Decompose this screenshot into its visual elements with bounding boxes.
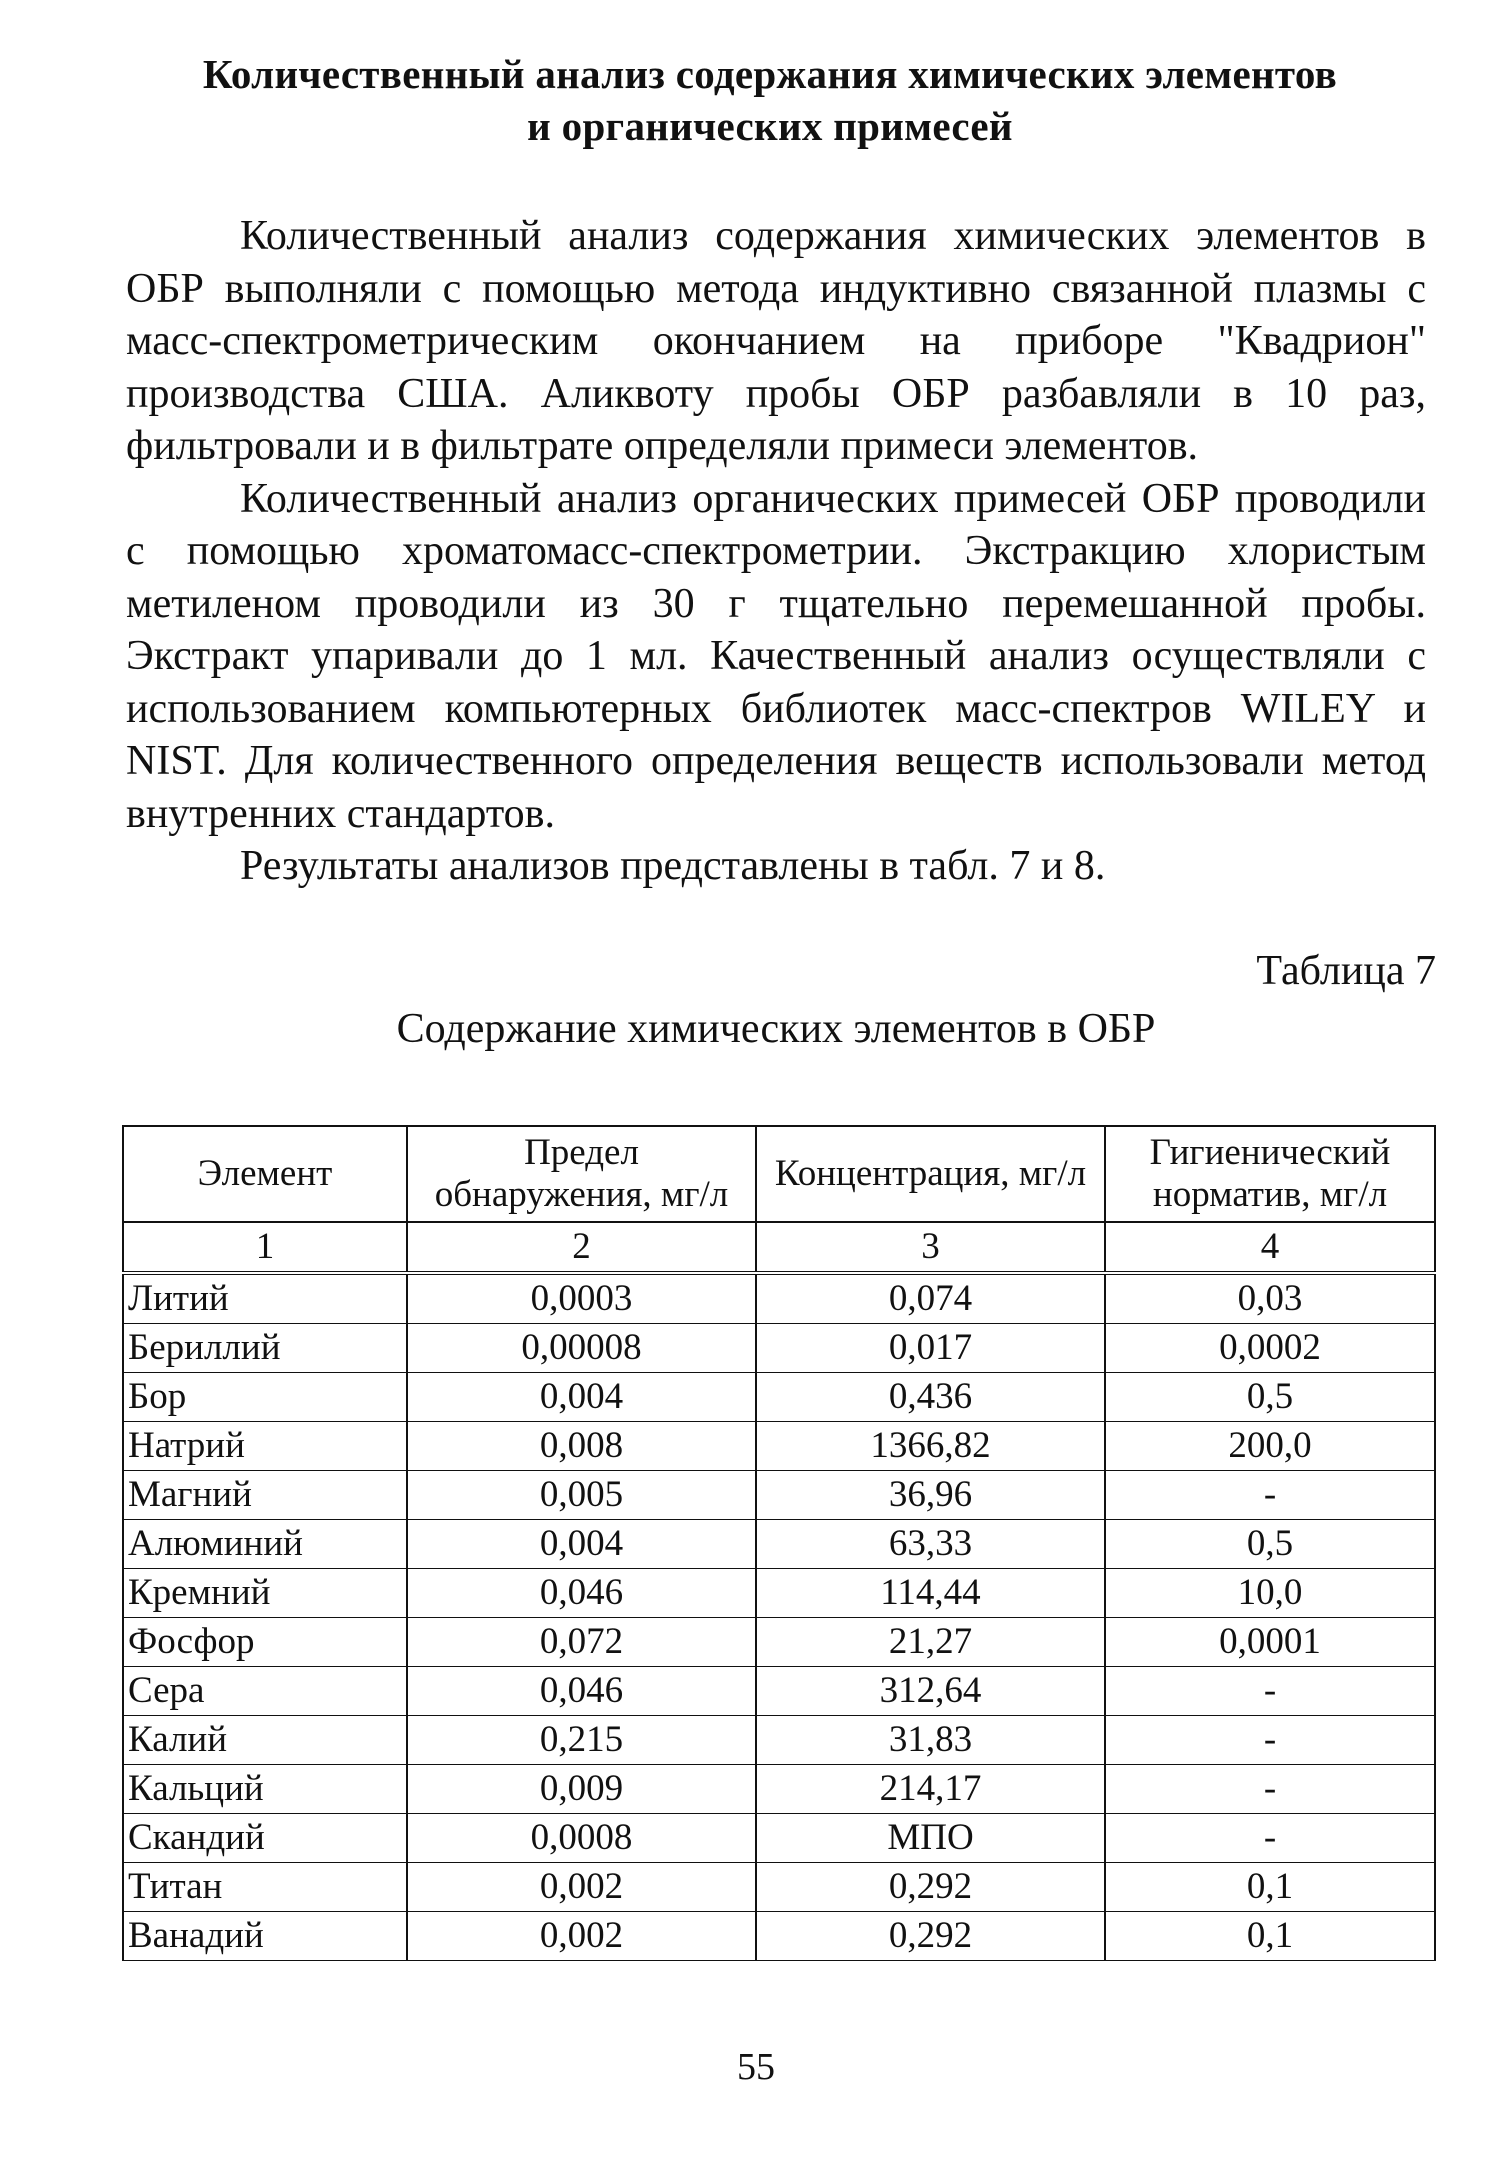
paragraph-organic-method: Количественный анализ органических примесей ОБР проводили с помощью хроматомасс-спектрометрии. Экстракцию хлористым метиленом проводили из 30 г тщательно перемешанной пробы. Экстракт упаривали до 1 мл. Качественный анализ осуществляли с использованием компьютерных библиотек масс-спектров WILEY и NIST. Для количественного определения веществ использовали метод внутренних стандартов.	[126, 475, 1426, 837]
cell-detection-limit: 0,002	[407, 1863, 756, 1912]
page-number: 55	[737, 2046, 775, 2088]
header-element: Элемент	[123, 1126, 407, 1222]
cell-concentration: 31,83	[756, 1716, 1105, 1765]
cell-detection-limit: 0,00008	[407, 1324, 756, 1373]
cell-element: Калий	[123, 1716, 407, 1765]
cell-element: Кремний	[123, 1569, 407, 1618]
table-row	[123, 1814, 1435, 1863]
cell-hygienic-norm: -	[1105, 1667, 1435, 1716]
table-row	[123, 1373, 1435, 1422]
column-number: 1	[123, 1222, 407, 1273]
table-row	[123, 1765, 1435, 1814]
table-label: Таблица 7	[1256, 948, 1436, 994]
cell-hygienic-norm: -	[1105, 1814, 1435, 1863]
paragraph-results-reference: Результаты анализов представлены в табл. 7 и 8.	[240, 843, 1106, 889]
cell-hygienic-norm: 0,1	[1105, 1912, 1435, 1961]
cell-hygienic-norm: 0,0002	[1105, 1324, 1435, 1373]
cell-concentration: 0,292	[756, 1863, 1105, 1912]
cell-element: Фосфор	[123, 1618, 407, 1667]
cell-concentration: 21,27	[756, 1618, 1105, 1667]
cell-detection-limit: 0,008	[407, 1422, 756, 1471]
elements-table	[122, 1125, 1436, 1961]
table-body	[123, 1273, 1435, 1961]
cell-hygienic-norm: 0,1	[1105, 1863, 1435, 1912]
cell-detection-limit: 0,0003	[407, 1273, 756, 1324]
cell-concentration: 36,96	[756, 1471, 1105, 1520]
column-number: 3	[756, 1222, 1105, 1273]
cell-element: Титан	[123, 1863, 407, 1912]
cell-detection-limit: 0,215	[407, 1716, 756, 1765]
cell-element: Литий	[123, 1273, 407, 1324]
table-row	[123, 1273, 1435, 1324]
cell-detection-limit: 0,002	[407, 1912, 756, 1961]
cell-hygienic-norm: -	[1105, 1716, 1435, 1765]
column-number: 2	[407, 1222, 756, 1273]
cell-element: Натрий	[123, 1422, 407, 1471]
table-row	[123, 1667, 1435, 1716]
cell-element: Бор	[123, 1373, 407, 1422]
cell-concentration: 114,44	[756, 1569, 1105, 1618]
cell-concentration: МПО	[756, 1814, 1105, 1863]
cell-concentration: 1366,82	[756, 1422, 1105, 1471]
cell-hygienic-norm: 0,03	[1105, 1273, 1435, 1324]
table-row	[123, 1863, 1435, 1912]
cell-concentration: 0,436	[756, 1373, 1105, 1422]
section-heading-line-1: Количественный анализ содержания химических элементов	[202, 51, 1338, 97]
cell-hygienic-norm: 0,5	[1105, 1520, 1435, 1569]
cell-element: Кальций	[123, 1765, 407, 1814]
cell-hygienic-norm: -	[1105, 1765, 1435, 1814]
cell-detection-limit: 0,046	[407, 1667, 756, 1716]
cell-concentration: 63,33	[756, 1520, 1105, 1569]
column-number: 4	[1105, 1222, 1435, 1273]
cell-element: Сера	[123, 1667, 407, 1716]
cell-hygienic-norm: -	[1105, 1471, 1435, 1520]
cell-hygienic-norm: 200,0	[1105, 1422, 1435, 1471]
cell-concentration: 312,64	[756, 1667, 1105, 1716]
cell-concentration: 0,017	[756, 1324, 1105, 1373]
cell-element: Алюминий	[123, 1520, 407, 1569]
cell-concentration: 0,292	[756, 1912, 1105, 1961]
table-row	[123, 1422, 1435, 1471]
cell-detection-limit: 0,004	[407, 1373, 756, 1422]
cell-concentration: 214,17	[756, 1765, 1105, 1814]
body-text	[126, 210, 1426, 893]
header-hygienic-norm: Гигиенический норматив, мг/л	[1105, 1126, 1435, 1222]
table-row	[123, 1716, 1435, 1765]
header-detection-limit: Предел обнаружения, мг/л	[407, 1126, 756, 1222]
table-row	[123, 1324, 1435, 1373]
table-header-row	[123, 1126, 1435, 1222]
cell-detection-limit: 0,0008	[407, 1814, 756, 1863]
cell-detection-limit: 0,005	[407, 1471, 756, 1520]
cell-concentration: 0,074	[756, 1273, 1105, 1324]
table-column-numbers-row	[123, 1222, 1435, 1273]
section-heading	[120, 48, 1420, 152]
table-row	[123, 1912, 1435, 1961]
cell-detection-limit: 0,046	[407, 1569, 756, 1618]
cell-hygienic-norm: 10,0	[1105, 1569, 1435, 1618]
cell-detection-limit: 0,072	[407, 1618, 756, 1667]
cell-hygienic-norm: 0,5	[1105, 1373, 1435, 1422]
cell-element: Бериллий	[123, 1324, 407, 1373]
cell-element: Магний	[123, 1471, 407, 1520]
cell-hygienic-norm: 0,0001	[1105, 1618, 1435, 1667]
cell-detection-limit: 0,004	[407, 1520, 756, 1569]
table-row	[123, 1520, 1435, 1569]
cell-element: Ванадий	[123, 1912, 407, 1961]
table-row	[123, 1569, 1435, 1618]
cell-detection-limit: 0,009	[407, 1765, 756, 1814]
cell-element: Скандий	[123, 1814, 407, 1863]
header-concentration: Концентрация, мг/л	[756, 1126, 1105, 1222]
table-row	[123, 1618, 1435, 1667]
section-heading-line-2: и органических примесей	[527, 103, 1013, 149]
table-row	[123, 1471, 1435, 1520]
paragraph-elements-method: Количественный анализ содержания химических элементов в ОБР выполняли с помощью метода индуктивно связанной плазмы с масс-спектрометрическим окончанием на приборе "Квадрион" производства США. Аликвоту пробы ОБР разбавляли в 10 раз, фильтровали и в фильтрате определяли примеси элементов.	[126, 213, 1426, 469]
table-caption: Содержание химических элементов в ОБР	[396, 1006, 1156, 1052]
